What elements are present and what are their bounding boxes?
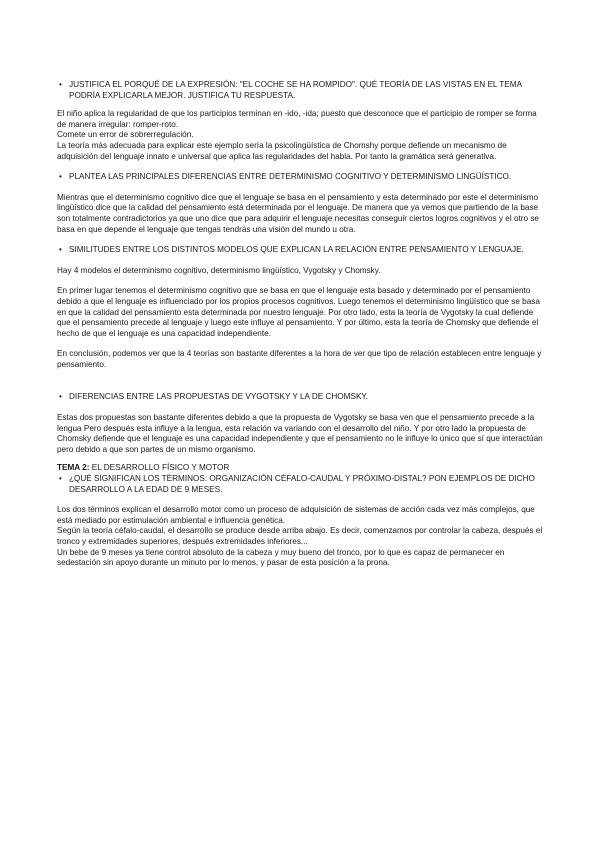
- bullet-icon: •: [59, 392, 62, 402]
- answer-1-paragraph-3: La teoría más adecuada para explicar este ejemplo sería la psicolingüística de Chomshy porque defiende un mecanismo de adquisición del lenguaje innato e universal que aplica las regularidades del habla. Por tanto la gramática será generativa.: [57, 140, 507, 161]
- section-heading-title: EL DESARROLLO FÍSICO Y MOTOR: [89, 463, 230, 473]
- section-heading-label: TEMA 2:: [57, 463, 90, 473]
- question-4-text: DIFERENCIAS ENTRE LAS PROPUESTAS DE VYGOTSKY Y LA DE CHOMSKY.: [69, 392, 369, 402]
- question-1: [57, 80, 545, 101]
- question-2-text: PLANTEA LAS PRINCIPALES DIFERENCIAS ENTRE DETERMINISMO COGNITIVO Y DETERMINISMO LINGÜÍSTICO.: [69, 172, 512, 182]
- bullet-icon: •: [59, 172, 62, 182]
- question-3-text: SIMILITUDES ENTRE LOS DISTINTOS MODELOS QUE EXPLICAN LA RELACIÓN ENTRE PENSAMIENTO Y LENGUAJE.: [69, 245, 524, 255]
- answer-3-paragraph-1: Hay 4 modelos el determinismo cognitivo, determinismo lingüístico, Vygotsky y Chomsky.: [57, 265, 381, 275]
- bullet-icon: •: [59, 474, 62, 484]
- section-heading: [57, 463, 545, 474]
- answer-1-paragraph-2: Comete un error de sobrerregulación.: [57, 130, 194, 140]
- question-1-text: JUSTIFICA EL PORQUÉ DE LA EXPRESIÓN: "EL COCHE SE HA ROMPIDO". QUÉ TEORÍA DE LAS VISTAS EN EL TEMA PODRÍA EXPLICARLA MEJOR. JUSTIFICA TU RESPUESTA.: [69, 80, 522, 100]
- question-2: [57, 172, 545, 183]
- answer-3-paragraph-3: En conclusión, podemos ver que la 4 teorías son bastante diferentes a la hora de ver que tipo de relación establecen entre lenguaje y pensamiento.: [57, 349, 542, 369]
- answer-2-paragraph-1: Mientras que el determinismo cognitivo dice que el lenguaje se basa en el pensamiento y esta determinado por este el determinismo lingüístico dice que la calidad del pensamiento está determinada por el lenguaje. De manera que ya vemos que partiendo de la base son totalmente contradictorios ya que uno dice que para adquirir el lenguaje necesitas conseguir ciertos logros cognitivos y el otro se basa en que depende el lenguaje que tengas tendrás una visión del mundo u otra.: [57, 192, 539, 234]
- question-5-text: ¿QUÉ SIGNIFICAN LOS TÉRMINOS: ORGANIZACIÓN CÉFALO-CAUDAL Y PRÓXIMO-DISTAL? PON EJEMPLOS DE DICHO DESARROLLO A LA EDAD DE 9 MESES.: [69, 474, 535, 494]
- answer-5-paragraph-3: Un bebe de 9 meses ya tiene control absoluto de la cabeza y muy bueno del tronco, por lo que es capaz de permanecer en sedestación sin apoyo durante un minuto por lo menos, y pasar de esta posición a la prona.: [57, 547, 505, 568]
- answer-4-paragraph-1: Estas dos propuestas son bastante diferentes debido a que la propuesta de Vygotsky se basa ven que el pensamiento precede a la lengua Pero después esta influye a la lengua, esta relación va variando con el desarrollo del niño. Y por otro lado la propuesta de Chomsky defiende que el lenguaje es una capacidad independiente y que el pensamiento no le influye lo único que sí que interactúan pero debido a que son partes de un mismo organismo.: [57, 413, 543, 454]
- answer-5-paragraph-2: Según la teoría céfalo-caudal, el desarrollo se produce desde arriba abajo. Es decir, comenzamos por controlar la cabeza, después el tronco y extremidades superiores, después extremidades inferiores...: [57, 526, 543, 546]
- answer-1-paragraph-1: El niño aplica la regularidad de que los participios terminan en -ido, -ida; puesto que desconoce que el participio de romper se forma de manera irregular: romper-roto.: [57, 109, 537, 129]
- bullet-icon: •: [59, 245, 62, 255]
- document-body: [57, 80, 545, 569]
- answer-3-paragraph-2: En primer lugar tenemos el determinismo cognitivo que se basa en que el lenguaje esta basado y determinado por el pensamiento debido a que el lenguaje es influenciado por los propios procesos cognitivos. Luego tenemos el determinismo lingüístico que se basa en que la calidad del pensamiento esta determinada por nuestro lenguaje. Por otro lado, esta la teoría de Vygotsky la cual defiende que el pensamiento precede al lenguaje y luego este influye al pensamiento. Y por último, esta la teoría de Chomsky que defiende el hecho de que el lenguaje es una capacidad independiente.: [57, 286, 540, 338]
- question-3: [57, 245, 545, 256]
- bullet-icon: •: [59, 80, 62, 89]
- question-4: [57, 392, 545, 403]
- question-5: [57, 474, 545, 495]
- answer-5-paragraph-1: Los dos términos explican el desarrollo motor como un proceso de adquisición de sistemas de acción cada vez más complejos, que está mediado por estimulación ambiental e influencia genética.: [57, 505, 535, 525]
